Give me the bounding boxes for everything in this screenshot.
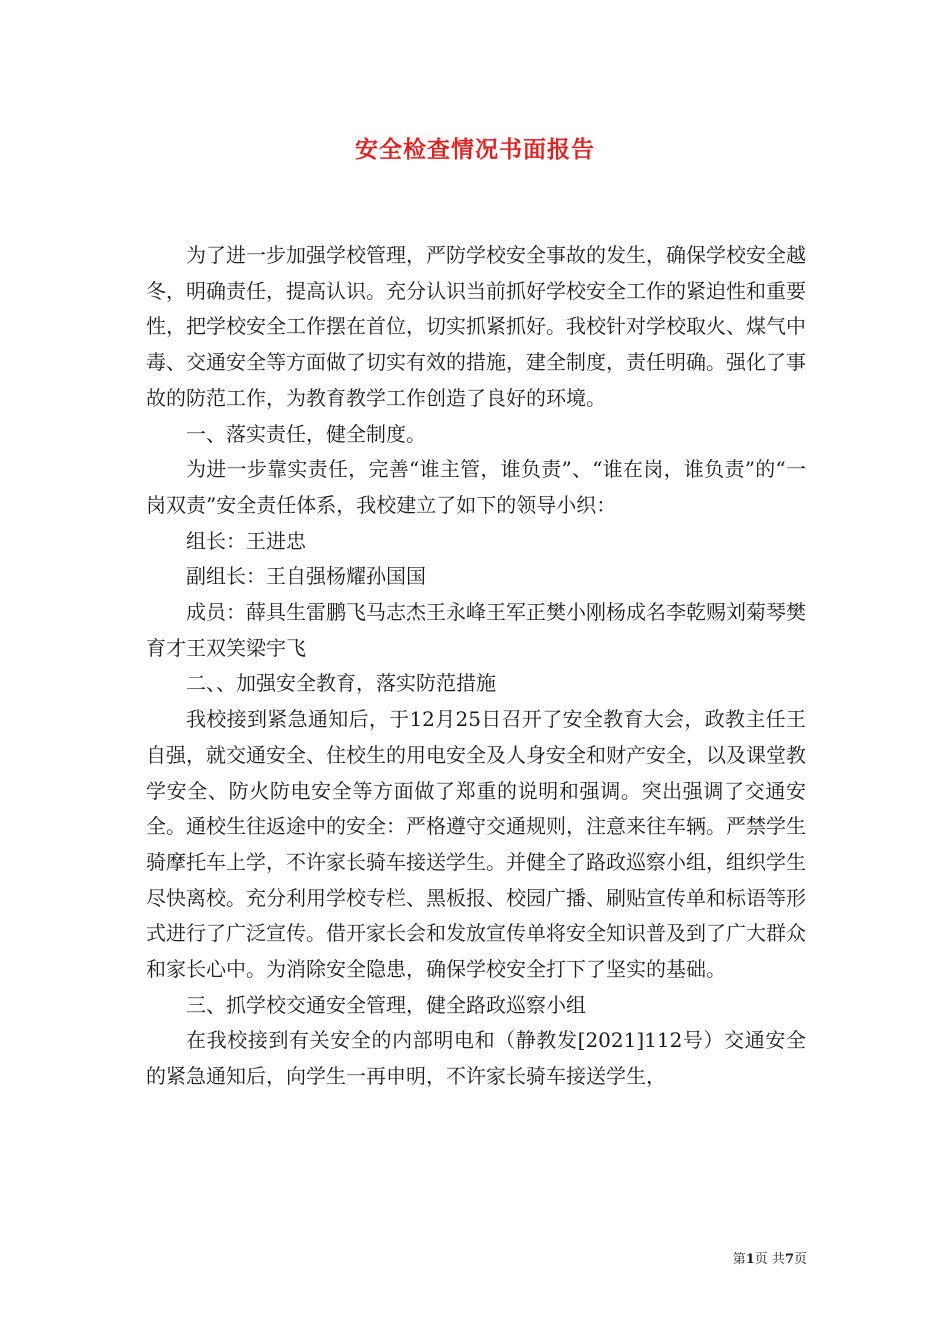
footer-prefix: 第 [732,1252,746,1267]
paragraph-responsibility: 为进一步靠实责任，完善“谁主管，谁负责”、“谁在岗，谁负责”的“一岗双责”安全责任体系，我校建立了如下的领导小织： [146,457,806,517]
footer-total-pages: 7 [784,1252,794,1267]
document-title: 安全检查情况书面报告 [355,136,595,163]
footer-middle: 页 共 [754,1252,785,1267]
document-body [146,238,806,1095]
team-members: 成员：薛具生雷鹏飞马志杰王永峰王军正樊小刚杨成名李乾赐刘菊琴樊育才王双笑梁宇飞 [146,600,806,660]
section-heading-2: 二、、加强安全教育，落实防范措施 [186,671,496,696]
footer-suffix: 页 [793,1252,807,1267]
page-number-footer [733,1248,807,1267]
footer-current-page: 1 [745,1252,755,1267]
section-heading-1: 一、落实责任，健全制度。 [186,421,426,446]
paragraph-education: 我校接到紧急通知后，于12月25日召开了安全教育大会，政教主任王自强，就交通安全、住校生的用电安全及人身安全和财产安全，以及课堂教学安全、防火防电安全等方面做了郑重的说明和强调。突出强调了交通安全。通校生往返途中的安全：严格遵守交通规则，注意来往车辆。严禁学生骑摩托车上学，不许家长骑车接送学生。并健全了路政巡察小组，组织学生尽快离校。充分利用学校专栏、黑板报、校园广播、刷贴宣传单和标语等形式进行了广泛宣传。借开家长会和发放宣传单将安全知识普及到了广大群众和家长心中。为消除安全隐患，确保学校安全打下了坚实的基础。 [146,707,806,982]
section-heading-3: 三、抓学校交通安全管理，健全路政巡察小组 [186,992,586,1017]
team-deputy-leader: 副组长：王自强杨耀孙国国 [186,564,426,589]
team-leader: 组长：王进忠 [186,528,306,553]
paragraph-traffic: 在我校接到有关安全的内部明电和（静教发[2021]112号）交通安全的紧急通知后，向学生一再申明，不许家长骑车接送学生， [146,1028,806,1089]
paragraph-intro: 为了进一步加强学校管理，严防学校安全事故的发生，确保学校安全越冬，明确责任，提高认识。充分认识当前抓好学校安全工作的紧迫性和重要性，把学校安全工作摆在首位，切实抓紧抓好。我校针对学校取火、煤气中毒、交通安全等方面做了切实有效的措施，建全制度，责任明确。强化了事故的防范工作，为教育教学工作创造了良好的环境。 [146,243,806,410]
